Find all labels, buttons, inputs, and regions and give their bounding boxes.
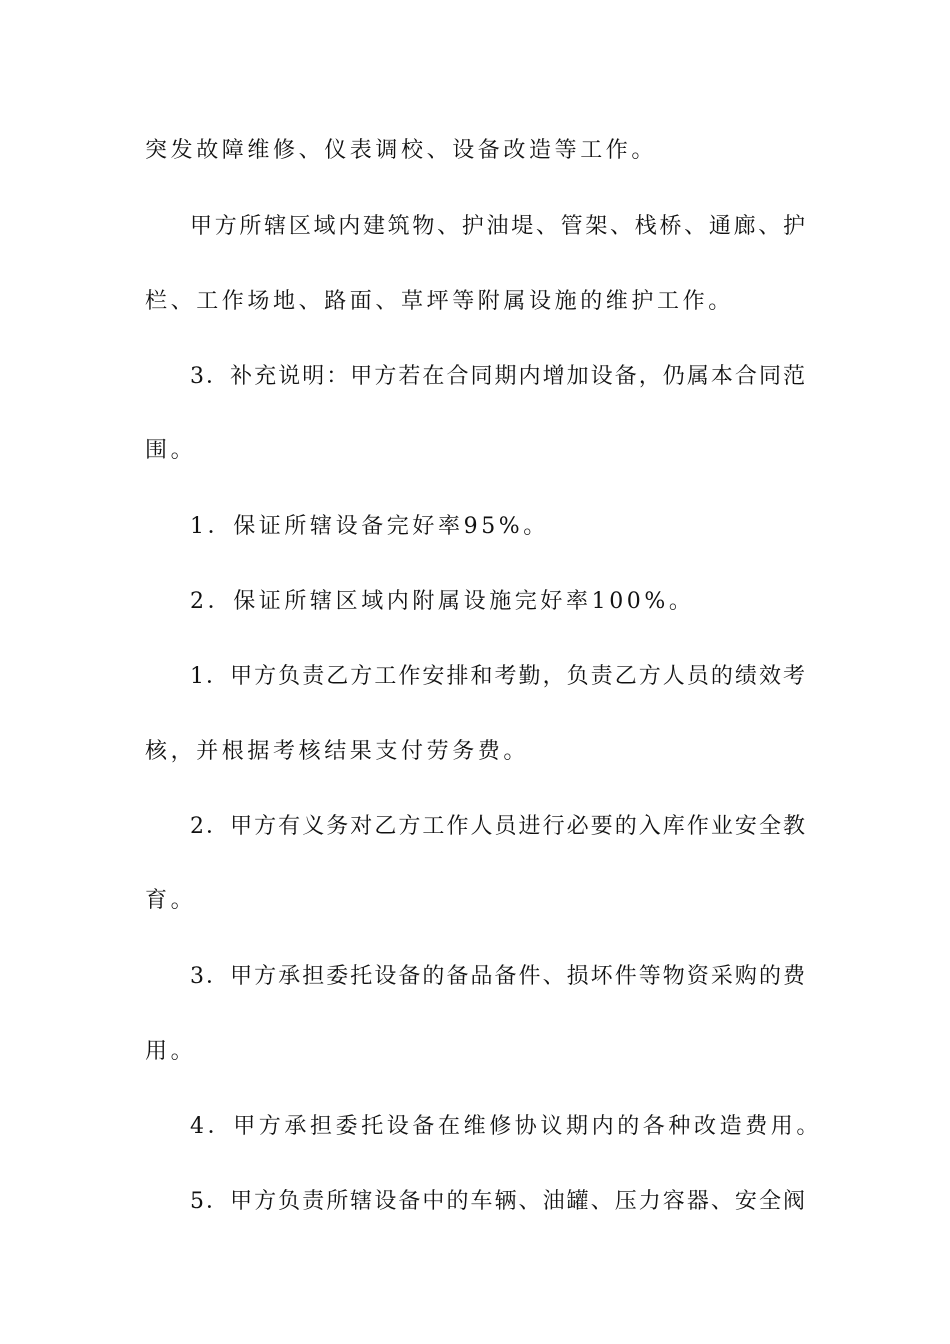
paragraph-line: 育。 [145, 888, 197, 913]
paragraph-line: 3．补充说明：甲方若在合同期内增加设备，仍属本合同范 [190, 364, 805, 389]
paragraph-line: 2．甲方有义务对乙方工作人员进行必要的入库作业安全教 [190, 814, 805, 839]
paragraph-line: 突发故障维修、仪表调校、设备改造等工作。 [145, 138, 658, 163]
paragraph-line: 核，并根据考核结果支付劳务费。 [145, 739, 530, 764]
paragraph-line: 2．保证所辖区域内附属设施完好率100%。 [190, 589, 695, 614]
paragraph-line: 甲方所辖区域内建筑物、护油堤、管架、栈桥、通廊、护 [190, 214, 805, 239]
paragraph-line: 用。 [145, 1039, 197, 1064]
paragraph-line: 1．保证所辖设备完好率95%。 [190, 514, 549, 539]
paragraph-line: 栏、工作场地、路面、草坪等附属设施的维护工作。 [145, 289, 734, 314]
paragraph-line: 5．甲方负责所辖设备中的车辆、油罐、压力容器、安全阀 [190, 1189, 805, 1214]
paragraph-line: 1．甲方负责乙方工作安排和考勤，负责乙方人员的绩效考 [190, 664, 805, 689]
paragraph-line: 围。 [145, 438, 197, 463]
paragraph-line: 4．甲方承担委托设备在维修协议期内的各种改造费用。 [190, 1114, 822, 1139]
paragraph-line: 3．甲方承担委托设备的备品备件、损坏件等物资采购的费 [190, 964, 805, 989]
